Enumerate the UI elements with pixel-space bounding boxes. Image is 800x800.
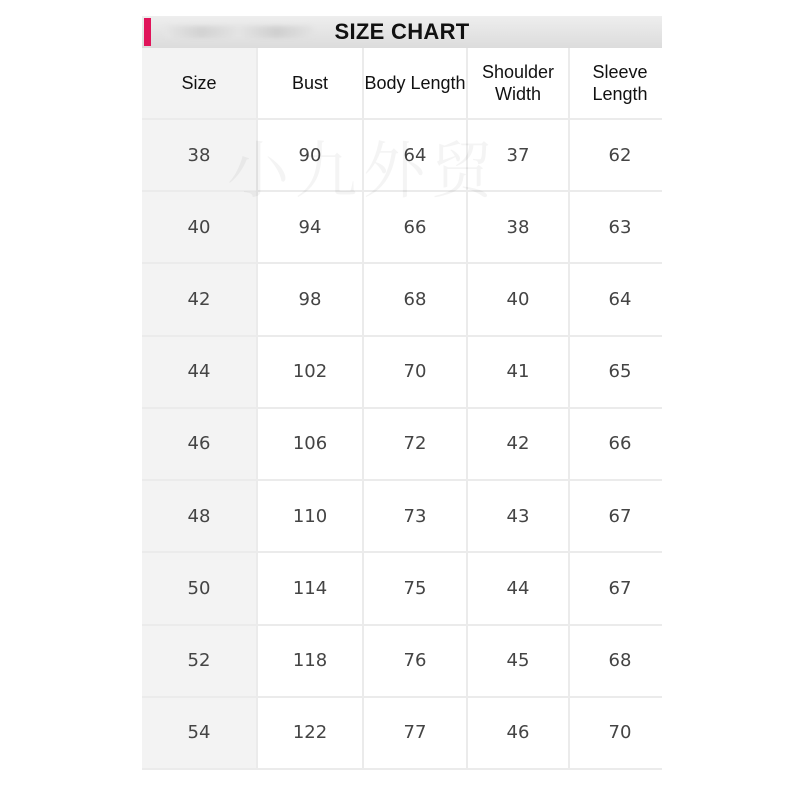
table-cell: 38 bbox=[142, 120, 256, 190]
table-cell: 70 bbox=[364, 337, 466, 407]
table-cell: 44 bbox=[142, 337, 256, 407]
table-cell: 77 bbox=[364, 698, 466, 768]
table-cell: 43 bbox=[468, 481, 568, 551]
table-cell: 50 bbox=[142, 553, 256, 623]
table-cell: 64 bbox=[570, 264, 670, 334]
table-cell: 118 bbox=[258, 626, 362, 696]
table-cell: 48 bbox=[142, 481, 256, 551]
table-cell: 102 bbox=[258, 337, 362, 407]
table-cell: 106 bbox=[258, 409, 362, 479]
table-cell: 75 bbox=[364, 553, 466, 623]
table-cell: 52 bbox=[142, 626, 256, 696]
table-cell: 67 bbox=[570, 481, 670, 551]
header-shoulder-width: Shoulder Width bbox=[468, 48, 568, 118]
table-cell: 37 bbox=[468, 120, 568, 190]
table-cell: 65 bbox=[570, 337, 670, 407]
header-bust: Bust bbox=[258, 48, 362, 118]
header-sleeve-length: Sleeve Length bbox=[570, 48, 670, 118]
page-title: SIZE CHART bbox=[334, 19, 470, 44]
table-cell: 41 bbox=[468, 337, 568, 407]
table-cell: 45 bbox=[468, 626, 568, 696]
title-bar bbox=[142, 16, 662, 48]
table-cell: 66 bbox=[570, 409, 670, 479]
table-cell: 122 bbox=[258, 698, 362, 768]
table-cell: 76 bbox=[364, 626, 466, 696]
table-cell: 68 bbox=[570, 626, 670, 696]
table-cell: 62 bbox=[570, 120, 670, 190]
table-cell: 72 bbox=[364, 409, 466, 479]
table-cell: 90 bbox=[258, 120, 362, 190]
size-chart bbox=[142, 16, 662, 770]
table-cell: 114 bbox=[258, 553, 362, 623]
table-cell: 94 bbox=[258, 192, 362, 262]
table-cell: 67 bbox=[570, 553, 670, 623]
header-body-length: Body Length bbox=[364, 48, 466, 118]
table-cell: 73 bbox=[364, 481, 466, 551]
table-cell: 66 bbox=[364, 192, 466, 262]
header-size: Size bbox=[142, 48, 256, 118]
table-cell: 110 bbox=[258, 481, 362, 551]
table-cell: 38 bbox=[468, 192, 568, 262]
table-cell: 46 bbox=[468, 698, 568, 768]
table-cell: 46 bbox=[142, 409, 256, 479]
table-cell: 42 bbox=[468, 409, 568, 479]
table-cell: 54 bbox=[142, 698, 256, 768]
table-cell: 42 bbox=[142, 264, 256, 334]
table-cell: 40 bbox=[142, 192, 256, 262]
table-cell: 68 bbox=[364, 264, 466, 334]
table-cell: 40 bbox=[468, 264, 568, 334]
table-cell: 44 bbox=[468, 553, 568, 623]
table-cell: 70 bbox=[570, 698, 670, 768]
table-cell: 64 bbox=[364, 120, 466, 190]
size-table bbox=[142, 48, 662, 770]
table-cell: 98 bbox=[258, 264, 362, 334]
table-cell: 63 bbox=[570, 192, 670, 262]
